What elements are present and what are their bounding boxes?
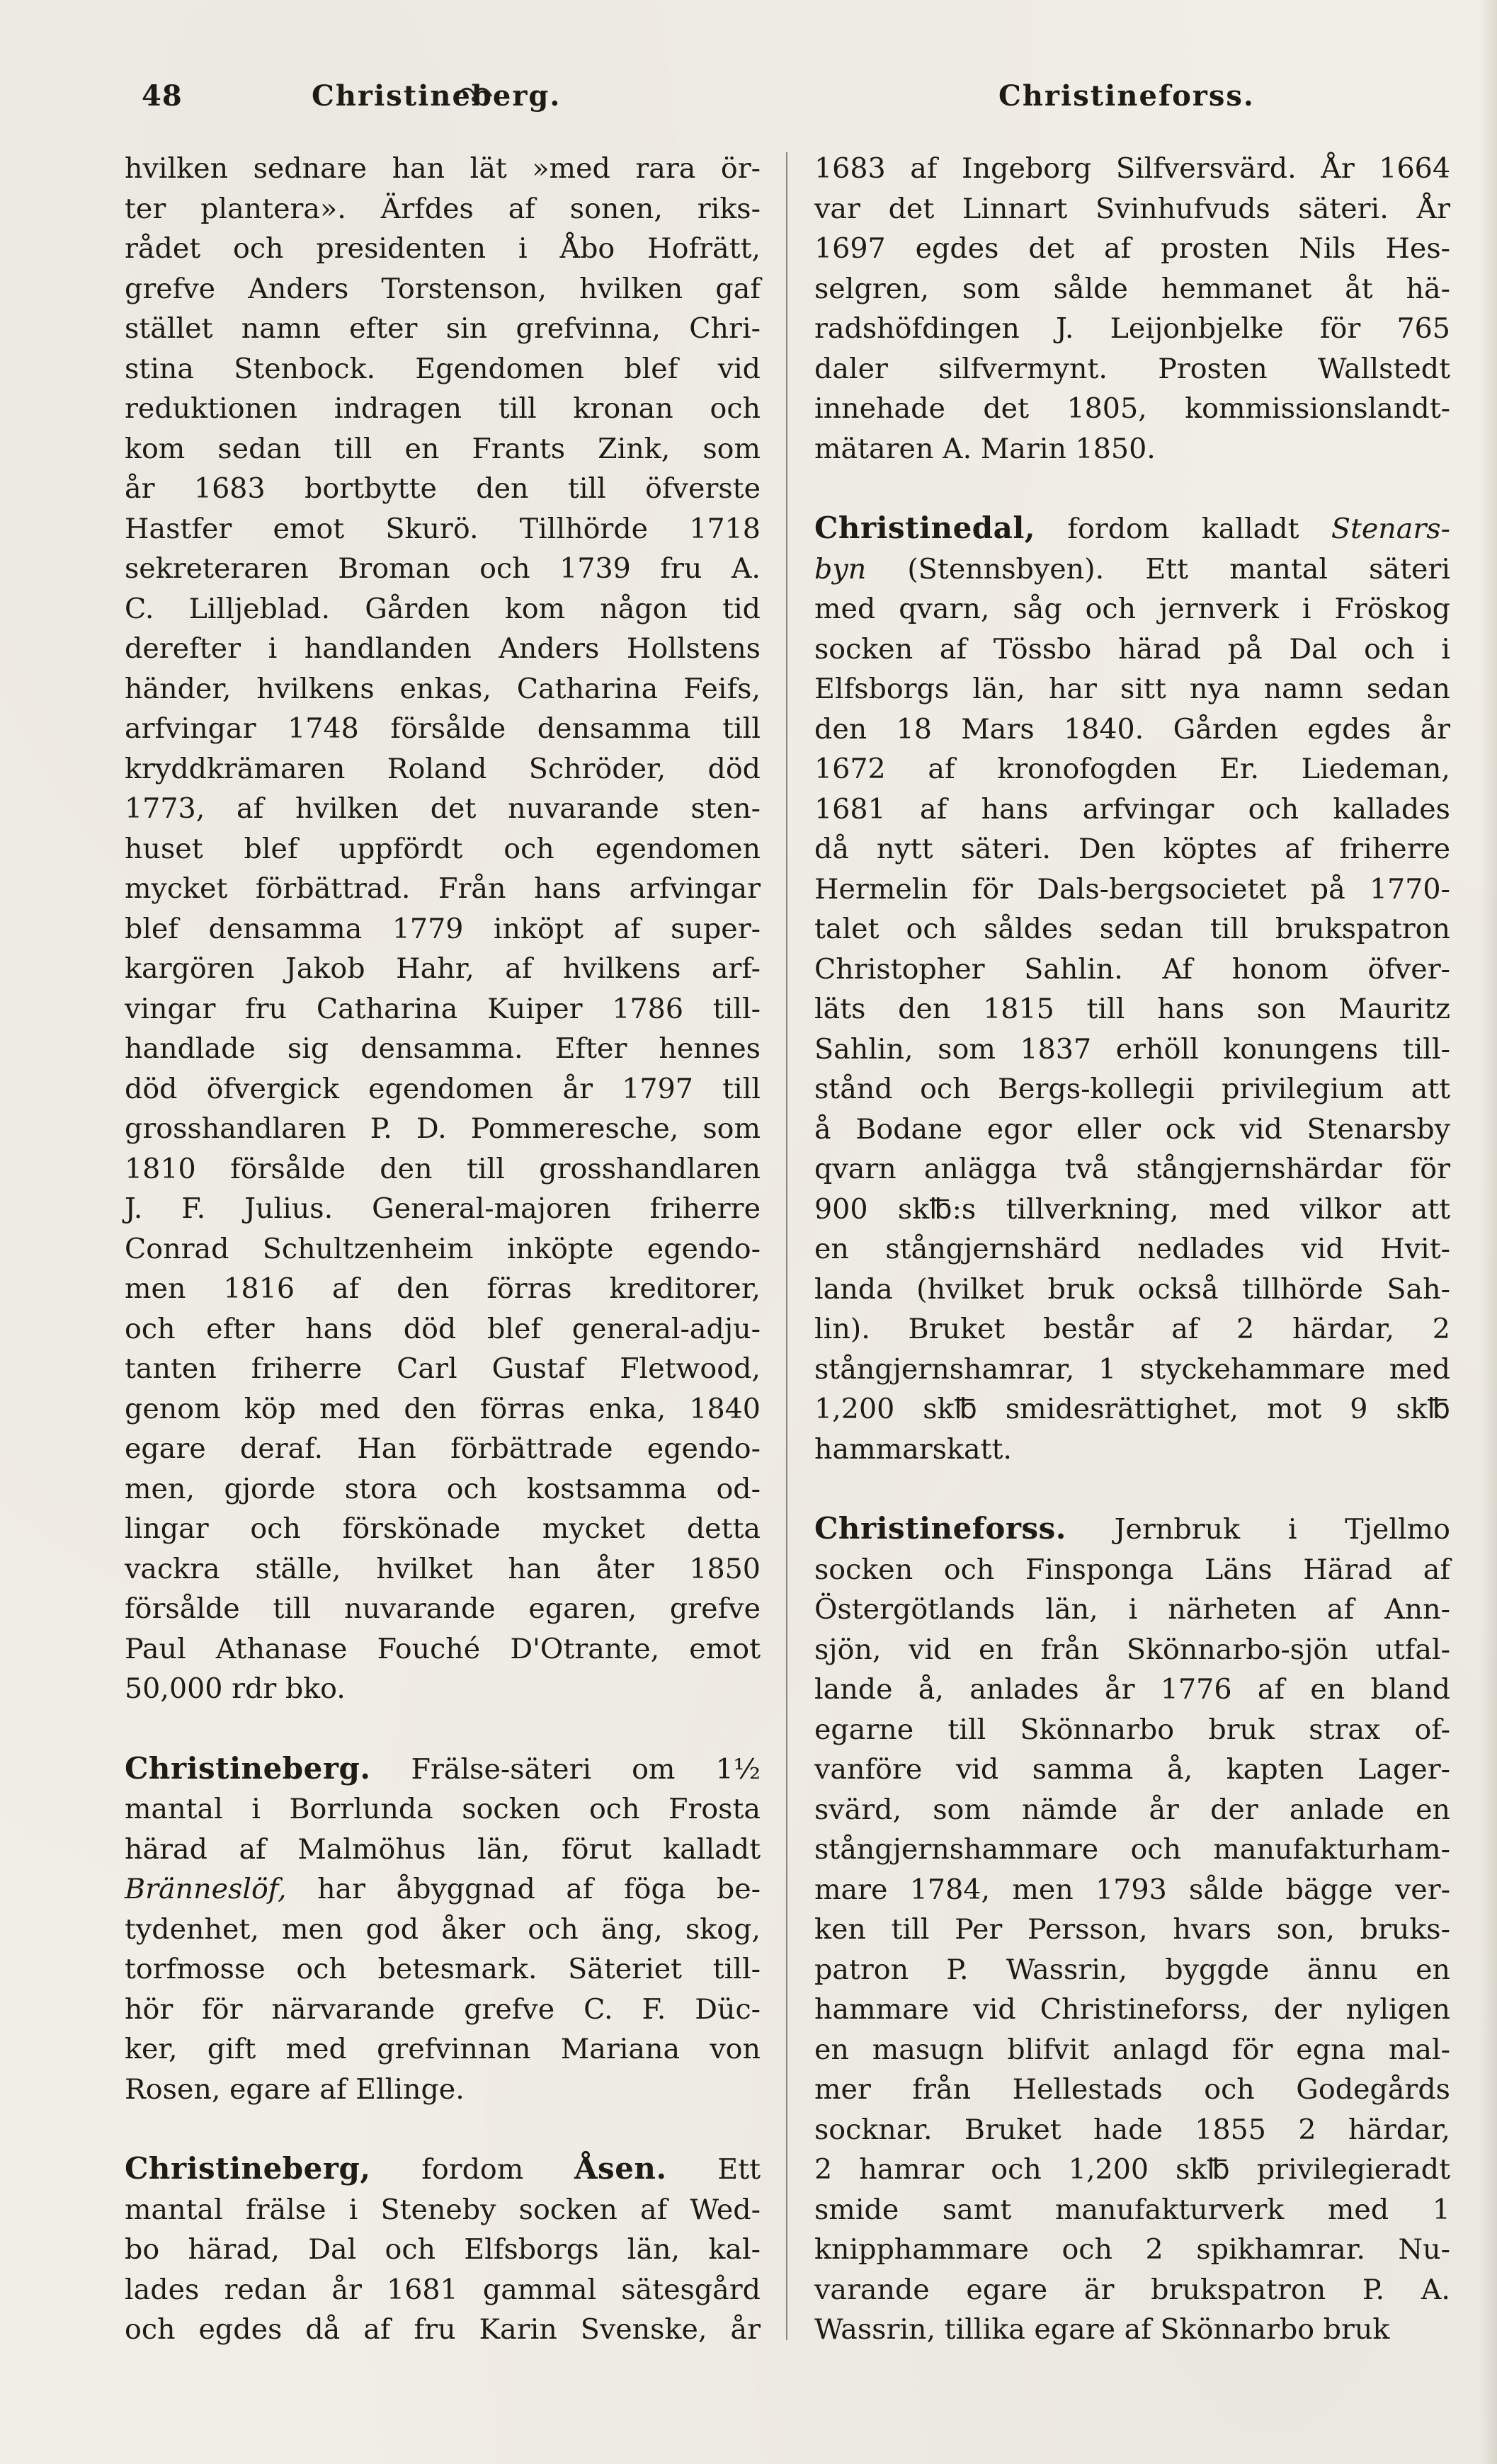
- text-line: kom sedan till en Frants Zink, som: [125, 432, 761, 465]
- left-column: [125, 149, 761, 2350]
- text-line: Christopher Sahlin. Af honom öfver-: [814, 952, 1450, 986]
- entry-continuation: [814, 149, 1450, 469]
- text-line: hör för närvarande grefve C. F. Düc-: [125, 1992, 761, 2026]
- text-line: grefve Anders Torstenson, hvilken gaf: [125, 272, 761, 305]
- text-span: Ett: [666, 2153, 761, 2186]
- text-span: fordom: [370, 2153, 574, 2186]
- text-line: mätaren A. Marin 1850.: [814, 432, 1156, 465]
- text-line: 1683 af Ingeborg Silfversvärd. År 1664: [814, 152, 1450, 185]
- text-line: socken och Finsponga Läns Härad af: [814, 1553, 1450, 1586]
- text-line: 50,000 rdr bko.: [125, 1672, 346, 1705]
- entry-headword: Christineberg,: [125, 2151, 371, 2186]
- text-line: radshöfdingen J. Leijonbjelke för 765: [814, 312, 1450, 345]
- text-line: bo härad, Dal och Elfsborgs län, kal-: [125, 2233, 761, 2266]
- entry-first-line: [125, 1749, 761, 1790]
- text-line: men 1816 af den förras kreditorer,: [125, 1272, 761, 1305]
- text-line: stina Stenbock. Egendomen blef vid: [125, 352, 761, 385]
- text-line: 1672 af kronofogden Er. Liedeman,: [814, 753, 1450, 785]
- text-span: fordom kalladt: [1035, 513, 1331, 545]
- text-line: mycket förbättrad. Från hans arfvingar: [125, 872, 761, 905]
- text-line: lades redan år 1681 gammal sätesgård: [125, 2273, 761, 2306]
- text-line: derefter i handlanden Anders Hollstens: [125, 632, 761, 665]
- text-line: handlade sig densamma. Efter hennes: [125, 1032, 761, 1065]
- text-line: och efter hans död blef general-adju-: [125, 1312, 761, 1345]
- entry-first-line: [125, 2149, 761, 2190]
- text-line: blef densamma 1779 inköpt af super-: [125, 912, 761, 945]
- entry-first-line: [814, 1509, 1450, 1550]
- text-line: var det Linnart Svinhufvuds säteri. År: [814, 192, 1450, 225]
- text-line: egare deraf. Han förbättrade egendo-: [125, 1432, 761, 1465]
- text-line: Elfsborgs län, har sitt nya namn sedan: [814, 673, 1450, 705]
- text-line: socknar. Bruket hade 1855 2 härdar,: [814, 2113, 1450, 2146]
- text-line: å Bodane egor eller ock vid Stenarsby: [814, 1112, 1450, 1146]
- text-line: hvilken sednare han lät »med rara ör-: [125, 152, 761, 185]
- text-line: socken af Tössbo härad på Dal och i: [814, 632, 1450, 666]
- text-line: med qvarn, såg och jernverk i Fröskog: [814, 593, 1450, 625]
- text-line: grosshandlaren P. D. Pommeresche, som: [125, 1112, 761, 1145]
- text-line: 1,200 sk℔ smidesrättighet, mot 9 sk℔: [814, 1393, 1450, 1425]
- text-line: hammarskatt.: [814, 1432, 1012, 1466]
- text-line: år 1683 bortbytte den till öfverste: [125, 472, 761, 505]
- text-line: 1681 af hans arfvingar och kallades: [814, 792, 1450, 826]
- text-line: men, gjorde stora och kostsamma od-: [125, 1472, 761, 1505]
- entry-headword: Christineberg.: [125, 1750, 371, 1786]
- entry-alias: Bränneslöf,: [125, 1873, 287, 1905]
- text-line: daler silfvermynt. Prosten Wallstedt: [814, 352, 1450, 385]
- text-line: sjön, vid en från Skönnarbo-sjön utfal-: [814, 1633, 1450, 1666]
- entry-headword: Christinedal,: [814, 511, 1035, 545]
- text-line: 900 sk℔:s tillverkning, med vilkor att: [814, 1192, 1450, 1226]
- entry-christineforss: [814, 1509, 1450, 2350]
- entry-first-line: [814, 508, 1450, 549]
- column-divider: [786, 152, 787, 2340]
- text-line: selgren, som sålde hemmanet åt hä-: [814, 272, 1450, 305]
- text-line: Östergötlands län, i närheten af Ann-: [814, 1593, 1450, 1626]
- text-line: Hastfer emot Skurö. Tillhörde 1718: [125, 512, 761, 545]
- text-line: hammare vid Christineforss, der nyligen: [814, 1993, 1450, 2026]
- text-line: Hermelin för Dals-bergsocietet på 1770-: [814, 872, 1450, 906]
- text-line: mantal frälse i Steneby socken af Wed-: [125, 2193, 761, 2226]
- text-line: Paul Athanase Fouché D'Otrante, emot: [125, 1632, 761, 1665]
- entry-line-with-alias: [125, 1869, 761, 1910]
- text-line: och egdes då af fru Karin Svenske, år: [125, 2313, 761, 2346]
- text-span: (Stennsbyen). Ett mantal säteri: [866, 552, 1450, 586]
- text-line: C. Lilljeblad. Gården kom någon tid: [125, 592, 761, 625]
- entry-line-with-alias: [814, 549, 1450, 590]
- running-title-right: Christineforss.: [998, 79, 1255, 113]
- text-line: sekreteraren Broman och 1739 fru A.: [125, 552, 761, 585]
- text-line: qvarn anlägga två stångjernshärdar för: [814, 1153, 1450, 1185]
- text-line: Wassrin, tillika egare af Skönnarbo bruk: [814, 2313, 1390, 2346]
- text-line: ter plantera». Ärfdes af sonen, riks-: [125, 192, 761, 225]
- text-line: mare 1784, men 1793 sålde bägge ver-: [814, 1873, 1450, 1906]
- text-line: död öfvergick egendomen år 1797 till: [125, 1072, 761, 1105]
- text-line: mer från Hellestads och Godegårds: [814, 2073, 1450, 2106]
- text-line: varande egare är brukspatron P. A.: [814, 2273, 1450, 2306]
- text-line: innehade det 1805, kommissionslandt-: [814, 392, 1450, 425]
- text-line: kryddkrämaren Roland Schröder, död: [125, 752, 761, 785]
- text-line: genom köp med den förras enka, 1840: [125, 1392, 761, 1425]
- text-span: Frälse-säteri om 1½: [370, 1752, 761, 1786]
- text-line: då nytt säteri. Den köptes af friherre: [814, 833, 1450, 865]
- text-line: stångjernshammare och manufakturham-: [814, 1833, 1450, 1866]
- page-edge-shadow: [1480, 0, 1497, 2464]
- text-line: talet och såldes sedan till brukspatron: [814, 913, 1450, 945]
- text-span: Jernbruk i Tjellmo: [1066, 1513, 1450, 1546]
- text-line: 2 hamrar och 1,200 sk℔ privilegieradt: [814, 2153, 1450, 2186]
- text-line: kargören Jakob Hahr, af hvilkens arf-: [125, 952, 761, 985]
- text-line: stånd och Bergs-kollegii privilegium att: [814, 1073, 1450, 1105]
- text-line: huset blef uppfördt och egendomen: [125, 832, 761, 865]
- text-line: vingar fru Catharina Kuiper 1786 till-: [125, 992, 761, 1025]
- text-line: arfvingar 1748 försålde densamma till: [125, 712, 761, 745]
- entry-alias: Stenars-: [1331, 513, 1450, 545]
- page-number: 48: [142, 79, 183, 113]
- text-line: tanten friherre Carl Gustaf Fletwood,: [125, 1352, 761, 1385]
- text-line: ken till Per Persson, hvars son, bruks-: [814, 1913, 1450, 1946]
- text-line: 1697 egdes det af prosten Nils Hes-: [814, 232, 1450, 265]
- entry-christineberg-asen: [125, 2149, 761, 2350]
- text-line: landa (hvilket bruk också tillhörde Sah-: [814, 1272, 1450, 1306]
- text-line: torfmosse och betesmark. Säteriet till-: [125, 1953, 761, 1985]
- text-line: mantal i Borrlunda socken och Frosta: [125, 1793, 761, 1825]
- entry-christineberg-frosta: [125, 1749, 761, 2110]
- text-line: 1773, af hvilken det nuvarande sten-: [125, 792, 761, 825]
- entry-headword: Christineforss.: [814, 1511, 1066, 1546]
- text-span: har åbyggnad af föga be-: [286, 1873, 761, 1905]
- page-header: [120, 79, 1377, 129]
- text-line: vackra ställe, hvilket han åter 1850: [125, 1552, 761, 1585]
- text-line: en masugn blifvit anlagd för egna mal-: [814, 2033, 1450, 2066]
- text-line: lin). Bruket består af 2 härdar, 2: [814, 1313, 1450, 1345]
- text-line: knipphammare och 2 spikhamrar. Nu-: [814, 2233, 1450, 2266]
- text-line: läts den 1815 till hans son Mauritz: [814, 993, 1450, 1025]
- text-line: rådet och presidenten i Åbo Hofrätt,: [125, 232, 761, 265]
- text-line: en stångjernshärd nedlades vid Hvit-: [814, 1233, 1450, 1265]
- text-line: Conrad Schultzenheim inköpte egendo-: [125, 1232, 761, 1265]
- text-line: reduktionen indragen till kronan och: [125, 392, 761, 425]
- text-line: Sahlin, som 1837 erhöll konungens till-: [814, 1032, 1450, 1066]
- text-line: den 18 Mars 1840. Gården egdes år: [814, 712, 1450, 746]
- text-line: patron P. Wassrin, byggde ännu en: [814, 1953, 1450, 1986]
- entry-alias: Åsen.: [574, 2151, 667, 2186]
- text-line: smide samt manufakturverk med 1: [814, 2193, 1450, 2226]
- text-line: stångjernshamrar, 1 styckehammare med: [814, 1352, 1450, 1386]
- text-line: vanföre vid samma å, kapten Lager-: [814, 1753, 1450, 1786]
- text-line: Rosen, egare af Ellinge.: [125, 2072, 465, 2106]
- text-line: försålde till nuvarande egaren, grefve: [125, 1592, 761, 1625]
- entry-alias: byn: [814, 552, 867, 586]
- running-title-left: Christineberg.: [312, 79, 562, 113]
- text-line: härad af Malmöhus län, förut kalladt: [125, 1832, 761, 1866]
- text-line: 1810 försålde den till grosshandlaren: [125, 1152, 761, 1185]
- text-line: stället namn efter sin grefvinna, Chri-: [125, 312, 761, 345]
- text-line: J. F. Julius. General-majoren friherre: [125, 1192, 761, 1225]
- text-line: händer, hvilkens enkas, Catharina Feifs,: [125, 672, 761, 705]
- entry-christinedal: [814, 508, 1450, 1469]
- text-line: lande å, anlades år 1776 af en bland: [814, 1673, 1450, 1706]
- text-line: egarne till Skönnarbo bruk strax of-: [814, 1713, 1450, 1746]
- text-line: lingar och förskönade mycket detta: [125, 1512, 761, 1545]
- text-line: svärd, som nämde år der anlade en: [814, 1793, 1450, 1826]
- right-column: [814, 149, 1450, 2350]
- text-line: tydenhet, men god åker och äng, skog,: [125, 1912, 761, 1946]
- text-line: ker, gift med grefvinnan Mariana von: [125, 2033, 761, 2065]
- entry-continuation: [125, 149, 761, 1709]
